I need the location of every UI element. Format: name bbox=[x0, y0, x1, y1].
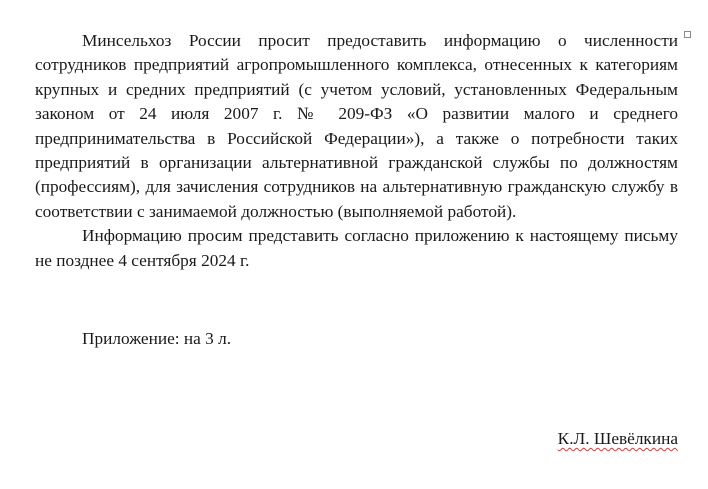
attachment-note: Приложение: на 3 л. bbox=[82, 329, 232, 348]
paragraph-marker-icon[interactable] bbox=[684, 31, 691, 38]
body-paragraph: Минсельхоз России просит предоставить информацию о численности сотрудников предприятий агропромышленного комплекса, отнесенных к категориям крупных и средних предприятий (с учетом условий, установленных Федеральным законом от 24 июля 2007 г. № 209-ФЗ «О развитии малого и среднего предпринимательства в Российской Федерации»), а также о потребности таких предприятий в организации альтернативной гражданской службы по должностям (профессиям), для зачисления сотрудников на альтернативную гражданскую службу в соответствии с занимаемой должностью (выполняемой работой). bbox=[35, 31, 678, 221]
signature-name: К.Л. Шевёлкина bbox=[557, 429, 678, 448]
signature bbox=[558, 427, 678, 451]
letter-body bbox=[35, 29, 678, 273]
body-paragraph: Информацию просим представить согласно приложению к настоящему письму не позднее 4 сентября 2024 г. bbox=[35, 226, 678, 270]
